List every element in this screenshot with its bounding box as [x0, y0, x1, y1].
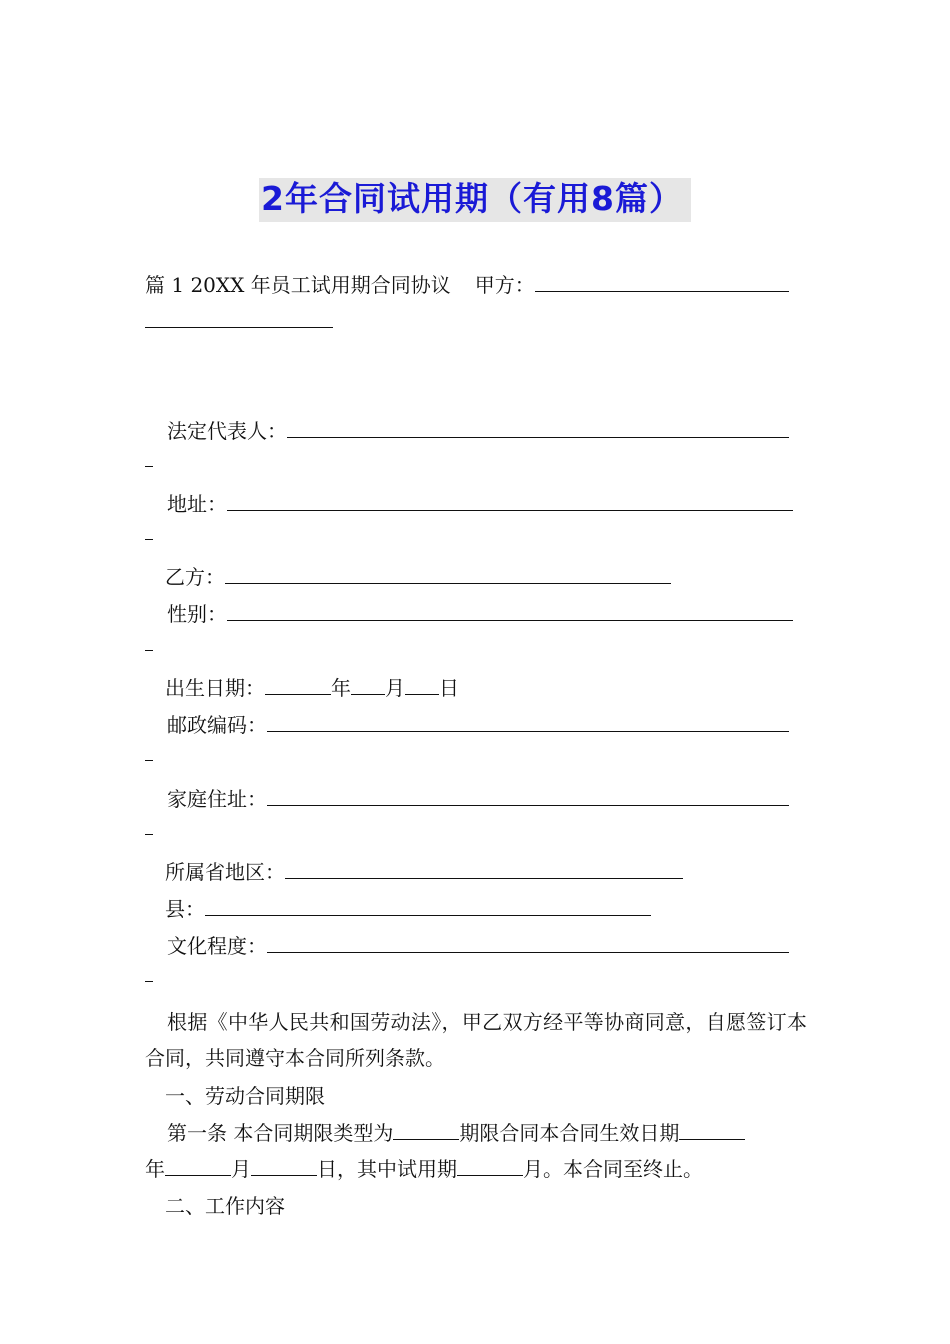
province-label: 所属省地区： — [165, 860, 285, 884]
header-line — [145, 272, 789, 298]
home-dash — [145, 834, 153, 835]
postal-label: 邮政编码： — [167, 713, 267, 737]
address-dash — [145, 539, 153, 540]
province-blank — [285, 859, 683, 879]
intro-paragraph: 根据《中华人民共和国劳动法》，甲乙双方经平等协商同意，自愿签订本合同，共同遵守本合同所列条款。 — [145, 1010, 807, 1070]
gender-blank — [227, 601, 793, 621]
home-blank — [267, 786, 789, 806]
birth-day-label: 日 — [439, 676, 459, 700]
birth-month-label: 月 — [385, 676, 405, 700]
postal-line — [167, 712, 789, 738]
legal-rep-dash — [145, 466, 153, 467]
birth-year-label: 年 — [331, 676, 351, 700]
address-blank — [227, 491, 793, 511]
legal-rep-label: 法定代表人： — [167, 419, 287, 443]
birth-line — [165, 675, 459, 701]
county-label: 县： — [165, 897, 205, 921]
address-label: 地址： — [167, 492, 227, 516]
party-a-blank-cont — [145, 308, 333, 334]
section-1-heading: 一、劳动合同期限 — [165, 1084, 325, 1108]
article-1-line-2: 年 月 日，其中试用期 月。本合同至终止。 — [145, 1157, 703, 1181]
education-line — [167, 933, 789, 959]
party-b-label: 乙方： — [165, 565, 225, 589]
party-a-label: 甲方： — [474, 273, 535, 297]
birth-label: 出生日期： — [165, 676, 265, 700]
section-2-heading: 二、工作内容 — [165, 1194, 285, 1218]
article-1-line-1: 第一条 本合同期限类型为 期限合同本合同生效日期 — [167, 1120, 745, 1146]
legal-rep-blank — [287, 418, 789, 438]
document-title: 2年合同试用期（有用8篇） — [259, 178, 691, 222]
address-line — [167, 491, 793, 517]
education-dash — [145, 981, 153, 982]
education-label: 文化程度： — [167, 934, 267, 958]
province-line — [165, 859, 683, 885]
gender-line — [167, 601, 793, 627]
party-b-line — [165, 564, 671, 590]
home-label: 家庭住址： — [167, 787, 267, 811]
title-wrap — [0, 178, 950, 222]
county-blank — [205, 896, 651, 916]
legal-rep-line — [167, 418, 789, 444]
gender-dash — [145, 650, 153, 651]
postal-blank — [267, 712, 789, 732]
party-a-blank — [535, 272, 789, 292]
header-text: 篇 1 20XX 年员工试用期合同协议 — [145, 273, 451, 297]
party-b-blank — [225, 564, 671, 584]
postal-dash — [145, 760, 153, 761]
education-blank — [267, 933, 789, 953]
county-line — [165, 896, 651, 922]
home-line — [167, 786, 789, 812]
gender-label: 性别： — [167, 602, 227, 626]
